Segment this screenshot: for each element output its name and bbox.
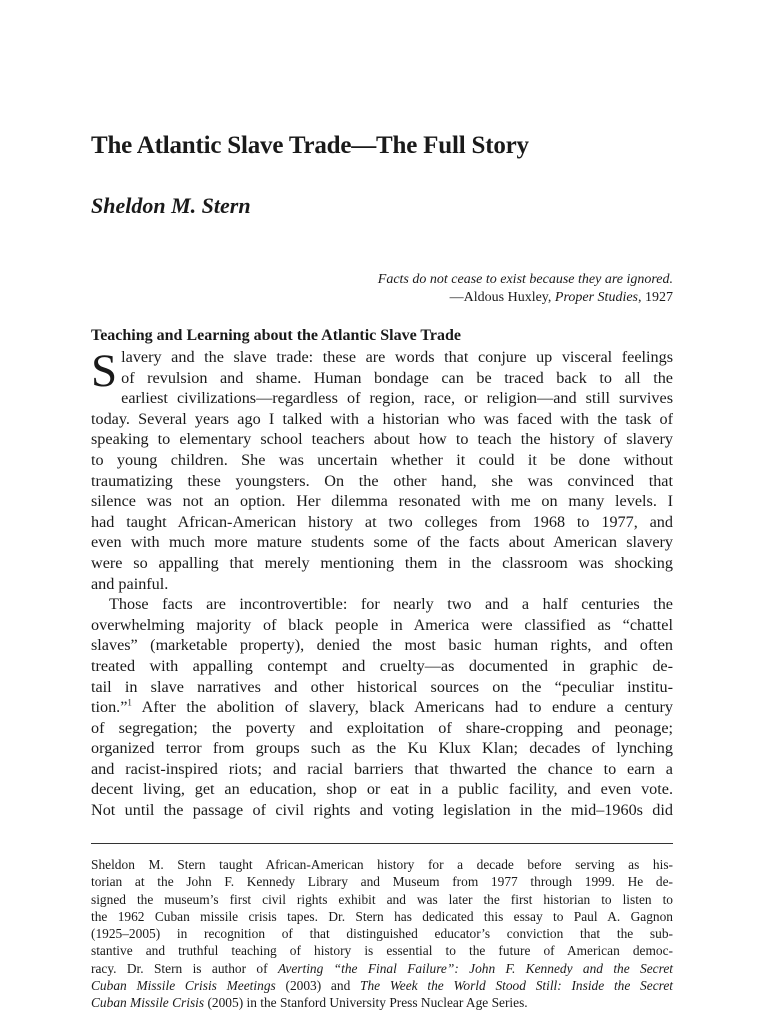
note-line: signed the museum’s first civil rights exhibit and was later the first historian to listen to [91, 891, 673, 907]
body-line: of segregation; the poverty and exploitation of share-cropping and peonage; [91, 718, 673, 737]
paragraph-2 [91, 594, 673, 821]
body-line: decent living, get an education, shop or eat in a public facility, and even vote. [91, 780, 673, 799]
book-title: Cuban Missile Crisis Meetings [91, 978, 276, 994]
attribution-author: —Aldous Huxley, [449, 290, 555, 305]
section-heading: Teaching and Learning about the Atlantic Slave Trade [91, 327, 461, 344]
body-text-segment: After the abolition of slavery, black Americans had to endure a century [131, 698, 673, 717]
book-title: The Week the World Stood Still: Inside the Secret [360, 978, 674, 994]
epigraph [91, 271, 673, 307]
body-line: and racist-inspired riots; and racial barriers that thwarted the chance to earn a [91, 759, 673, 778]
body-line: treated with appalling contempt and cruelty—as documented in graphic de- [91, 656, 673, 675]
footnote-divider [91, 843, 673, 844]
note-line: the 1962 Cuban missile crisis tapes. Dr. Stern has dedicated this essay to Paul A. Gagnon [91, 908, 673, 924]
body-text-segment: tion.” [91, 698, 128, 717]
note-line: stantive and truthful teaching of history is essential to the future of American democ- [91, 943, 673, 959]
note-text-segment: racy. Dr. Stern is author of [91, 960, 278, 976]
drop-cap: S [91, 345, 118, 397]
article-author: Sheldon M. Stern [91, 193, 251, 218]
note-line: torian at the John F. Kennedy Library and Museum from 1977 through 1999. He de- [91, 874, 673, 890]
author-note [91, 856, 673, 1012]
epigraph-attribution [91, 289, 673, 307]
body-line: tail in slave narratives and other historical sources on the “peculiar institu- [91, 677, 673, 696]
body-line: slaves” (marketable property), denied the most basic human rights, and often [91, 636, 673, 655]
body-line: earliest civilizations—regardless of region, race, or religion—and still survives [121, 389, 673, 408]
body-line: even with much more mature students some of the facts about American slavery [91, 533, 673, 552]
body-text [91, 347, 673, 821]
body-line: traumatizing these youngsters. On the other hand, she was convinced that [91, 471, 673, 490]
footnote-marker[interactable]: 1 [127, 697, 132, 708]
body-line [91, 697, 673, 718]
note-text-segment: (2003) and [275, 978, 361, 994]
body-line: silence was not an option. Her dilemma resonated with me on many levels. I [91, 492, 673, 511]
body-line: were so appalling that merely mentioning them in the classroom was shocking [91, 553, 673, 572]
book-title: Averting “the Final Failure”: John F. Kennedy and the Secret [277, 960, 673, 976]
attribution-year: , 1927 [638, 290, 673, 305]
note-line: Sheldon M. Stern taught African-American history for a decade before serving as his- [91, 857, 673, 872]
body-line: and painful. [91, 574, 169, 593]
body-line: today. Several years ago I talked with a historian who was faced with the task of [91, 409, 673, 428]
article-title: The Atlantic Slave Trade—The Full Story [91, 132, 529, 159]
epigraph-quote: Facts do not cease to exist because they are ignored. [377, 272, 673, 287]
attribution-work: Proper Studies [554, 290, 638, 305]
note-line [91, 977, 673, 994]
note-line [91, 994, 673, 1011]
body-line: of revulsion and shame. Human bondage can be traced back to all the [121, 368, 673, 387]
paragraph-1 [91, 347, 673, 594]
body-line: overwhelming majority of black people in America were classified as “chattel [91, 615, 673, 634]
note-text-segment: (2005) in the Stanford University Press Nuclear Age Series. [204, 995, 528, 1011]
body-line: to young children. She was uncertain whether it could it be done without [91, 450, 673, 469]
note-line [91, 960, 673, 977]
note-line: (1925–2005) in recognition of that distinguished educator’s conviction that the sub- [91, 926, 673, 942]
body-line: organized terror from groups such as the Ku Klux Klan; decades of lynching [91, 739, 673, 758]
body-line: lavery and the slave trade: these are words that conjure up visceral feelings [121, 348, 673, 366]
body-line: had taught African-American history at two colleges from 1968 to 1977, and [91, 512, 673, 531]
body-line: Not until the passage of civil rights and voting legislation in the mid–1960s did [91, 801, 673, 820]
body-line: Those facts are incontrovertible: for nearly two and a half centuries the [109, 595, 673, 614]
body-line: speaking to elementary school teachers about how to teach the history of slavery [91, 430, 673, 449]
book-title: Cuban Missile Crisis [91, 995, 205, 1011]
